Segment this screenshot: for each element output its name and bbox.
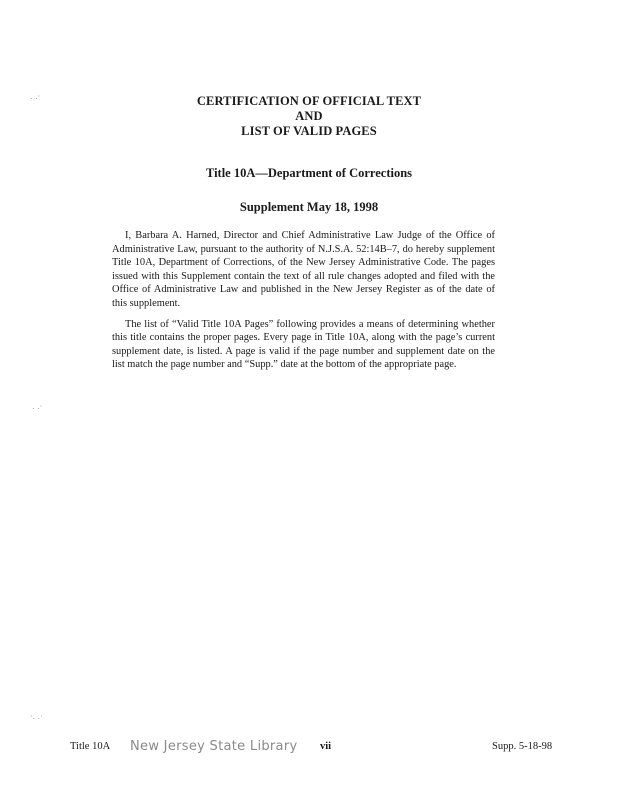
scan-speck: . .· — [30, 92, 41, 101]
heading-line-1: CERTIFICATION OF OFFICIAL TEXT — [196, 94, 422, 108]
footer-title: Title 10A — [70, 741, 111, 752]
footer-supplement-date: Supp. 5-18-98 — [492, 741, 553, 752]
certification-body — [112, 229, 495, 379]
paragraph-1: I, Barbara A. Harned, Director and Chief Administrative Law Judge of the Office of Administrative Law, pursuant to the authority of N.J.S.A. 52:14B–7, do hereby supplement Title 10A, Department of Corrections, of the New Jersey Administrative Code. The pages issued with this Supplement contain the text of all rule changes adopted and filed with the Office of Administrative Law and published in the New Jersey Register as of the date of this supplement. — [112, 230, 495, 309]
certification-heading — [0, 94, 618, 139]
paragraph-2: The list of “Valid Title 10A Pages” following provides a means of determining whether this title contains the proper pages. Every page in Title 10A, along with the page’s current supplement date, is listed. A page is valid if the page number and supplement date on the list match the page number and “Supp.” date at the bottom of the appropriate page. — [112, 318, 495, 371]
page-number: vii — [320, 741, 332, 752]
library-watermark: New Jersey State Library — [130, 739, 298, 754]
heading-line-3: LIST OF VALID PAGES — [241, 124, 377, 138]
supplement-heading: Supplement May 18, 1998 — [239, 200, 379, 214]
title-heading: Title 10A—Department of Corrections — [205, 166, 413, 180]
scan-speck: ·. .· — [30, 712, 43, 721]
scan-speck: . .· — [32, 402, 43, 411]
heading-line-2: AND — [295, 109, 323, 123]
